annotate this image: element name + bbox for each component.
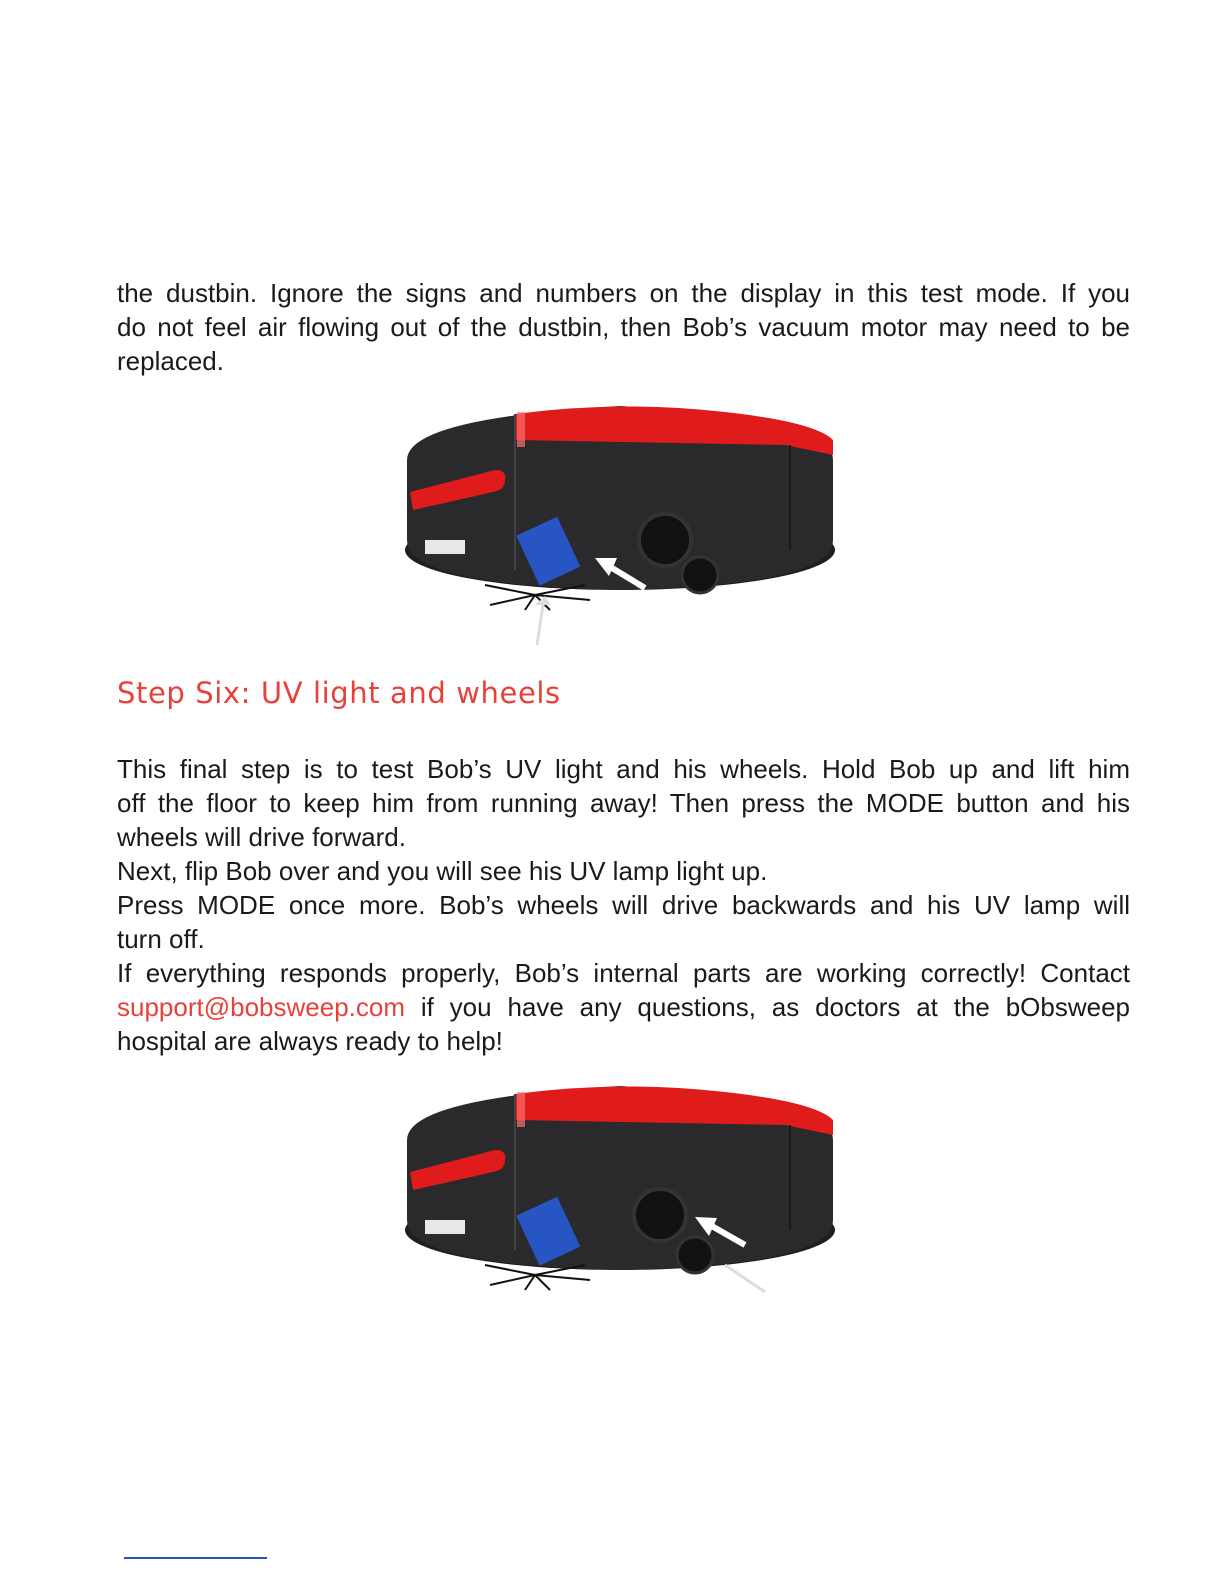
p4-line-3: hospital are always ready to help! <box>117 1026 503 1056</box>
p1-line-1: This final step is to test Bob’s UV light and his wheels. Hold Bob up and lift him <box>117 754 1130 784</box>
robot-vacuum-underside-arrows-icon <box>405 406 835 645</box>
intro-line-2: do not feel air flowing out of the dustbin, then Bob’s vacuum motor may need to be <box>117 312 1130 342</box>
intro-paragraph <box>117 276 1130 378</box>
p3-line-1: Press MODE once more. Bob’s wheels will drive backwards and his UV lamp will <box>117 890 1130 920</box>
footnote-rule <box>124 1557 267 1559</box>
section-heading: Step Six: UV light and wheels <box>117 676 561 710</box>
p4-line-2 <box>117 990 1130 1024</box>
intro-line-1: the dustbin. Ignore the signs and numbers on the display in this test mode. If you <box>117 278 1130 308</box>
robot-vacuum-figure-1 <box>395 400 845 650</box>
p2-line: Next, flip Bob over and you will see his UV lamp light up. <box>117 856 768 886</box>
p1-line-3: wheels will drive forward. <box>117 822 406 852</box>
robot-vacuum-underside-wheel-arrow-icon <box>405 1086 835 1292</box>
intro-line-3: replaced. <box>117 346 224 376</box>
p1-line-2: off the floor to keep him from running away! Then press the MODE button and his <box>117 788 1130 818</box>
p3-line-2: turn off. <box>117 924 205 954</box>
robot-vacuum-figure-2 <box>395 1080 845 1300</box>
section-body <box>117 752 1130 1058</box>
support-email-link[interactable]: support@bobsweep.com <box>117 992 405 1022</box>
p4-line-1: If everything responds properly, Bob’s internal parts are working correctly! Contact <box>117 958 1130 988</box>
p4-line-2-text: if you have any questions, as doctors at the bObsweep <box>405 992 1130 1022</box>
